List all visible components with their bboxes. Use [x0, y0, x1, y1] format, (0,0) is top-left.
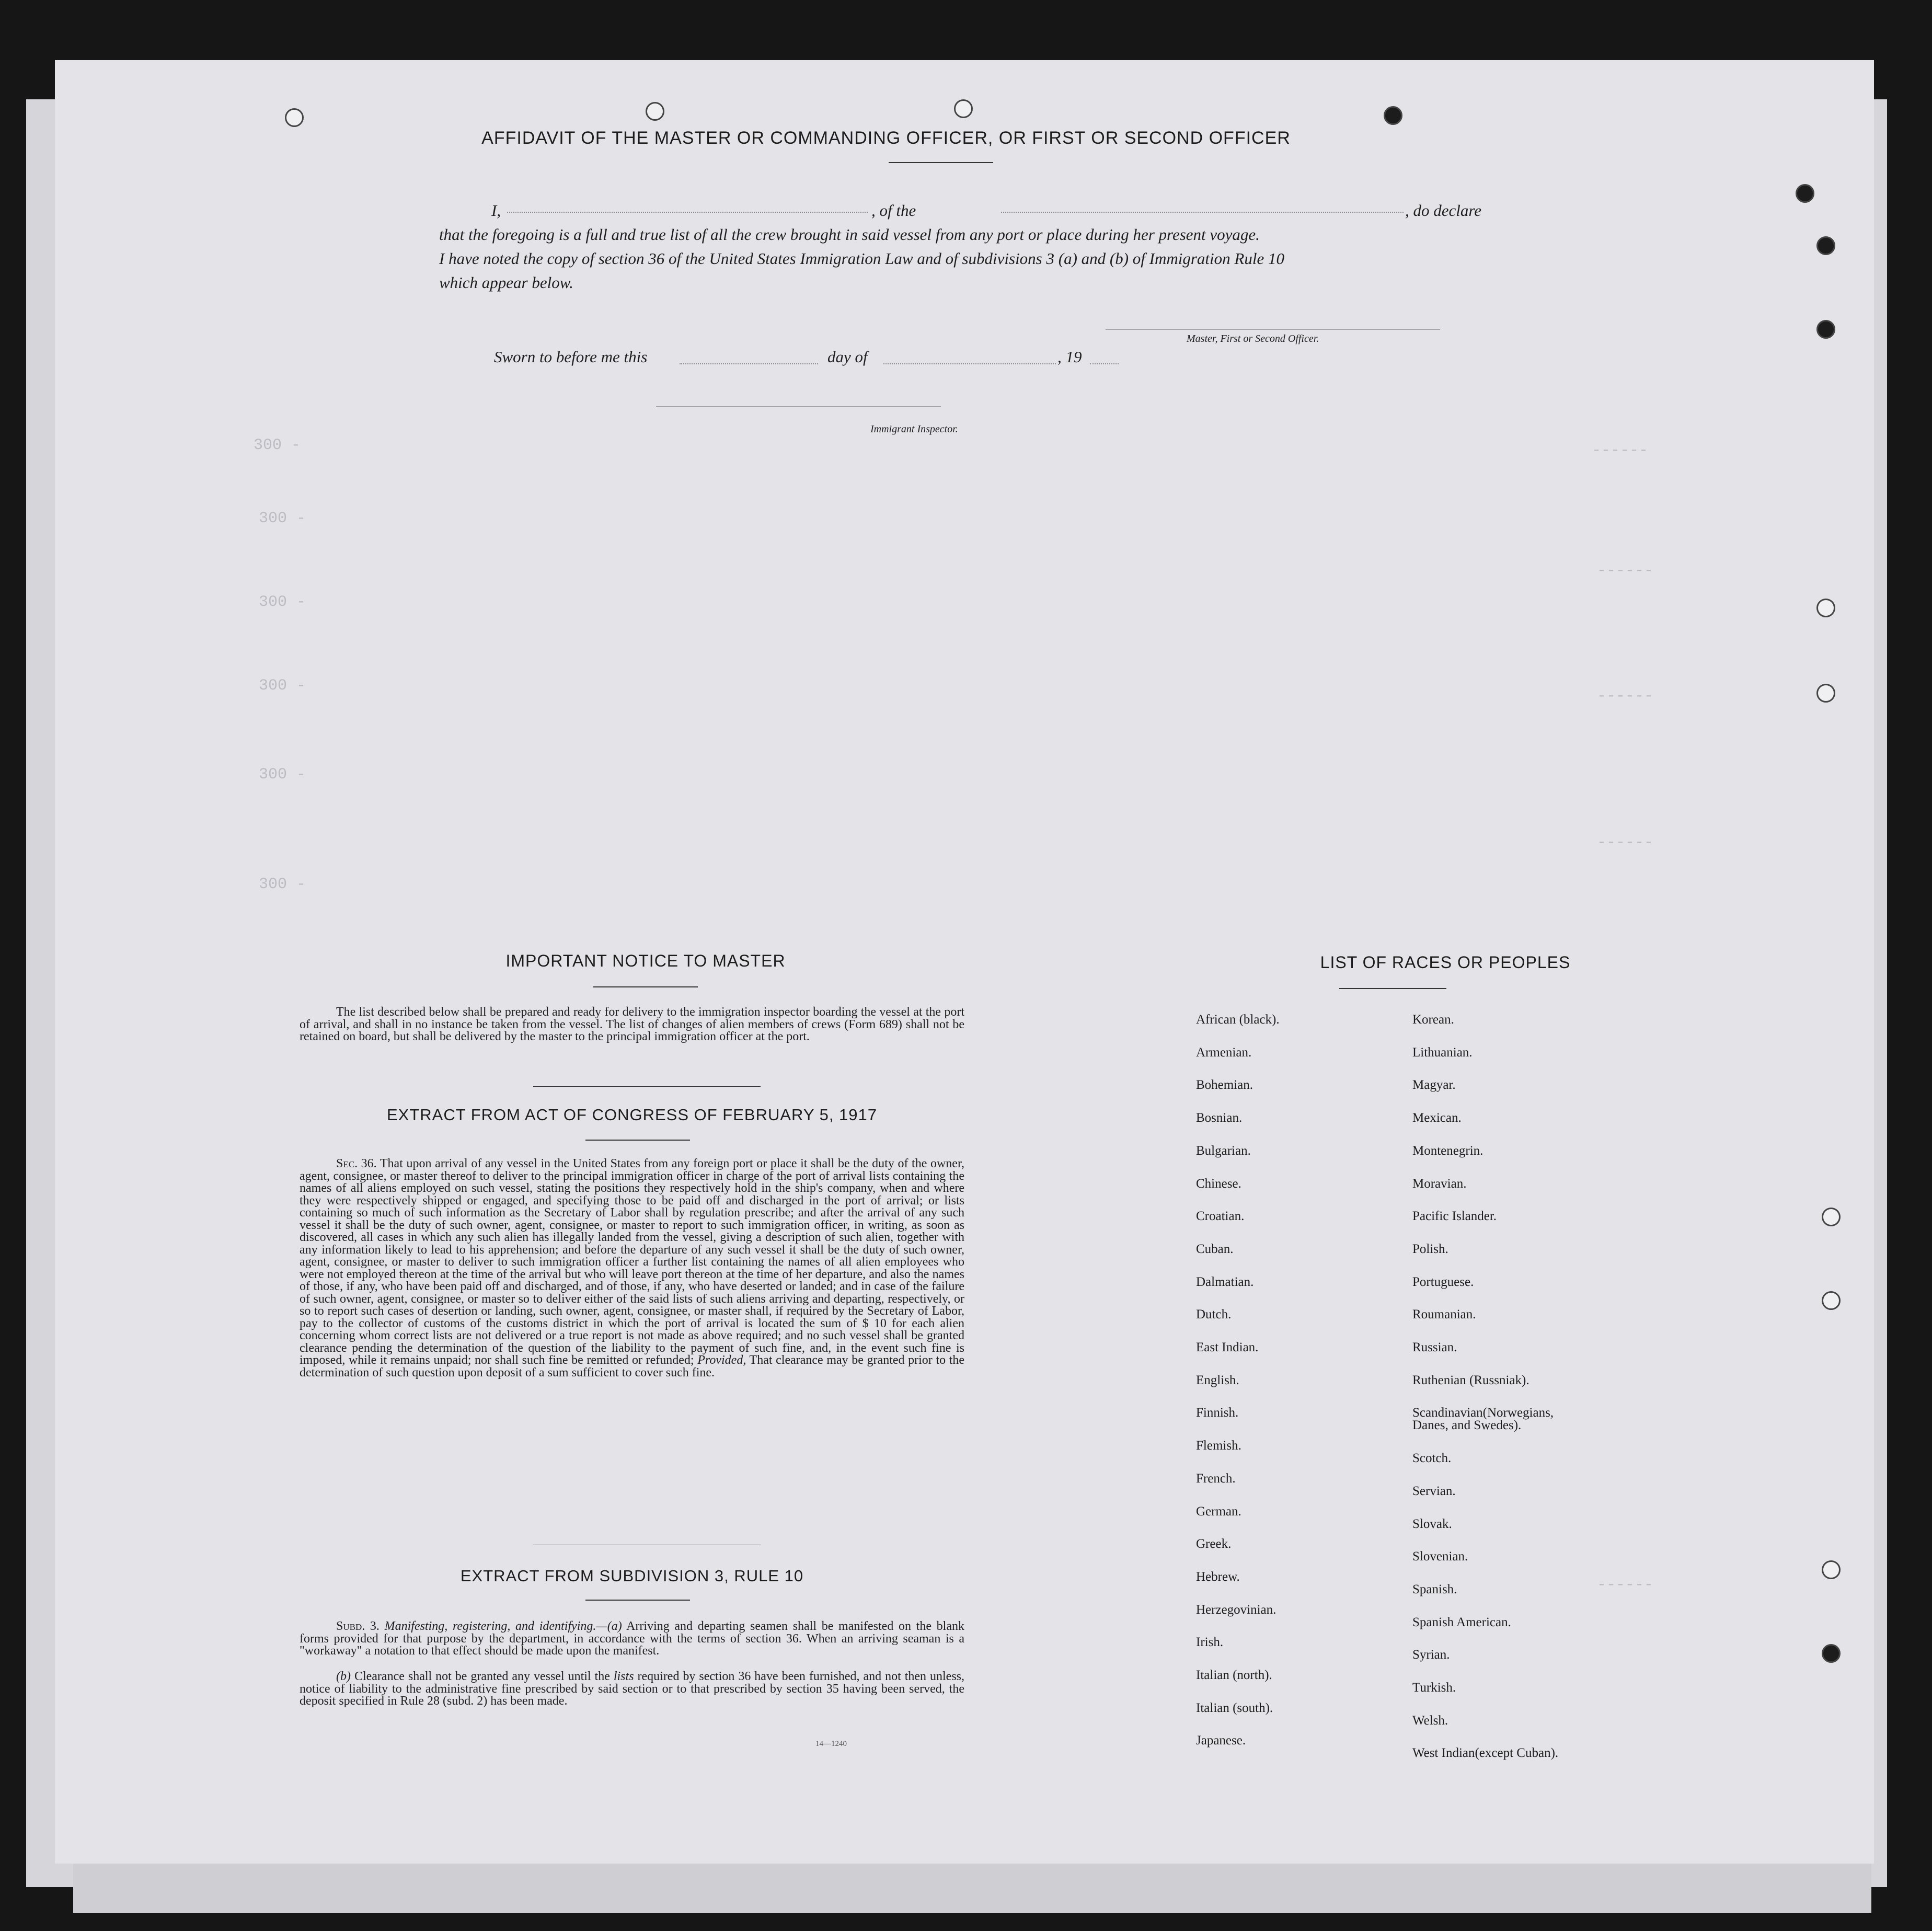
extract-rule-rule — [585, 1600, 690, 1601]
affidavit-do-declare: , do declare — [1405, 201, 1482, 220]
race-item: French. — [1196, 1471, 1236, 1486]
race-item: Russian. — [1412, 1340, 1457, 1354]
race-item: Turkish. — [1412, 1681, 1456, 1695]
bleed-through-marks: 300 - — [259, 766, 306, 784]
b-label: (b) — [336, 1670, 351, 1683]
section-rule — [533, 1086, 761, 1087]
race-item: Magyar. — [1412, 1078, 1456, 1093]
bleed-through-marks: ------ — [1597, 834, 1654, 852]
race-item: Spanish American. — [1412, 1615, 1511, 1629]
race-item: Hebrew. — [1196, 1569, 1240, 1584]
bleed-through-marks: ------ — [1597, 562, 1654, 580]
notice-rule — [593, 986, 698, 987]
race-item: German. — [1196, 1504, 1241, 1519]
punch-hole-icon — [1796, 184, 1814, 203]
race-item: West Indian(except Cuban). — [1412, 1746, 1559, 1761]
master-caption: Master, First or Second Officer. — [1187, 333, 1319, 344]
subd-heading: Manifesting, registering, and identifying.—(a) — [384, 1619, 622, 1633]
races-title: LIST OF RACES OR PEOPLES — [1320, 953, 1571, 972]
form-number: 14—1240 — [815, 1740, 847, 1748]
race-item: Mexican. — [1412, 1111, 1462, 1125]
race-item: Scotch. — [1412, 1451, 1452, 1466]
races-rule — [1339, 988, 1446, 989]
race-item: Welsh. — [1412, 1713, 1448, 1728]
race-item: Dutch. — [1196, 1307, 1232, 1322]
race-item: Montenegrin. — [1412, 1143, 1484, 1158]
punch-hole-icon — [1822, 1644, 1841, 1663]
punch-hole-icon — [1384, 106, 1402, 125]
subd-label: Subd. 3. — [336, 1619, 380, 1633]
subd-text-b1: Clearance shall not be granted any vessel until the — [354, 1670, 610, 1683]
race-item: Slovenian. — [1412, 1549, 1468, 1564]
race-item: East Indian. — [1196, 1340, 1259, 1354]
subd-text-a: Arriving and departing seamen shall be manifested on the blank forms provided for that purpose by the department, in accordance with the terms of section 36. When an arriving seaman is a "workaway" a notation to that effect should be made upon the manifest. — [300, 1619, 964, 1658]
race-item: Danes, and Swedes). — [1412, 1418, 1522, 1433]
race-item: Spanish. — [1412, 1582, 1457, 1596]
race-item: Lithuanian. — [1412, 1045, 1473, 1060]
affidavit-line4: which appear below. — [439, 273, 573, 292]
race-item: Servian. — [1412, 1484, 1456, 1498]
race-item: Moravian. — [1412, 1176, 1467, 1191]
affidavit-i-label: I, — [491, 201, 501, 220]
day-of-label: day of — [827, 348, 868, 366]
race-item: Armenian. — [1196, 1045, 1252, 1060]
race-item: Korean. — [1412, 1013, 1454, 1027]
race-item: Slovak. — [1412, 1516, 1452, 1531]
punch-hole-icon — [646, 102, 664, 121]
sec-label: Sec. 36. — [336, 1157, 377, 1170]
punch-hole-icon — [954, 99, 973, 118]
bleed-through-marks: 300 - — [259, 876, 306, 893]
sworn-month-field[interactable] — [883, 363, 1056, 364]
inspector-signature-line[interactable] — [656, 406, 941, 407]
bleed-through-marks: ------ — [1597, 687, 1654, 705]
race-item: Greek. — [1196, 1537, 1232, 1551]
sworn-year-field[interactable] — [1090, 363, 1119, 364]
affidavit-line2: that the foregoing is a full and true list of all the crew brought in said vessel from any port or place during her present voyage. — [439, 225, 1260, 244]
race-item: Bulgarian. — [1196, 1143, 1251, 1158]
race-item: African (black). — [1196, 1013, 1280, 1027]
race-item: Syrian. — [1412, 1648, 1450, 1662]
notice-title: IMPORTANT NOTICE TO MASTER — [505, 951, 786, 970]
race-item: Polish. — [1412, 1242, 1448, 1256]
punch-hole-icon — [1816, 684, 1835, 703]
race-item: Herzegovinian. — [1196, 1602, 1276, 1617]
affidavit-line3: I have noted the copy of section 36 of the United States Immigration Law and of subdivisions 3 (a) and (b) of Immigration Rule 10 — [439, 249, 1284, 268]
race-item: Ruthenian (Russniak). — [1412, 1373, 1530, 1387]
extract-act-title: EXTRACT FROM ACT OF CONGRESS OF FEBRUARY 5, 1917 — [386, 1106, 878, 1124]
race-item: Finnish. — [1196, 1406, 1239, 1420]
bleed-through-marks: ------ — [1597, 1576, 1654, 1594]
sworn-label: Sworn to before me this — [494, 348, 648, 366]
title-rule — [889, 162, 993, 163]
affidavit-title: AFFIDAVIT OF THE MASTER OR COMMANDING OFFICER, OR FIRST OR SECOND OFFICER — [481, 128, 1291, 148]
sec-36-text: That upon arrival of any vessel in the United States from any foreign port or place it shall be the duty of the owner, agent, consignee, or master thereof to deliver to the principal immigration officer in charge of the port of arrival lists containing the names of all aliens employed on such vessel, stating the positions they respectively hold in the ship's company, when and where they were respectively shipped or engaged, and specifying those to be paid off and discharged in the port of arrival; or lists containing so much of such information as the Secretary of Labor shall by regulation prescribe; and after the arrival of any such vessel it shall be the duty of such owner, agent, consignee, or master to report to such immigration officer, in writing, as soon as discovered, all cases in which any such alien has illegally landed from the vessel, giving a description of such alien, together with any information likely to lead to his apprehension; and before the departure of any such vessel it shall be the duty of such owner, agent, consignee, or master to deliver to such immigration officer a further list containing the names of all alien employees who were not employed thereon at the time of the arrival but who will leave port thereon at the time of her departure, and also the names of those, if any, who have been paid off and discharged, and of those, if any, who have deserted or landed; and in case of the failure of such owner, agent, consignee, or master so to deliver either of the said lists of such aliens arriving and departing, respectively, or so to report such cases of desertion or landing, such owner, agent, consignee, or master shall, if required by the Secretary of Labor, pay to the collector of customs of the customs district in which the port of arrival is located the sum of $ 10 for each alien concerning whom correct lists are not delivered or a true report is not made as above required; and no such vessel shall be granted clearance pending the determination of the question of the liability to the payment of such fine, and, in the event such fine is imposed, while it remains unpaid; nor shall such fine be remitted or refunded; — [300, 1157, 964, 1367]
extract-act-rule — [585, 1140, 690, 1141]
punch-hole-icon — [285, 108, 304, 127]
extract-act-text — [300, 1158, 964, 1379]
provided-label: Provided, — [697, 1353, 746, 1367]
extract-rule-text-b — [300, 1671, 964, 1708]
race-item: Irish. — [1196, 1635, 1224, 1650]
race-item: English. — [1196, 1373, 1239, 1387]
affidavit-of-the: , of the — [871, 201, 916, 220]
race-item: Portuguese. — [1412, 1274, 1474, 1289]
race-item: Roumanian. — [1412, 1307, 1476, 1322]
master-signature-line[interactable] — [1106, 329, 1440, 330]
bleed-through-marks: 300 - — [259, 677, 306, 695]
bleed-through-marks: 300 - — [254, 436, 301, 454]
sworn-day-field[interactable] — [680, 363, 818, 364]
subd-text-b2: required by section 36 have been furnished, and not then unless, notice of liability to the administrative fine prescribed by said section or to that prescribed by section 35 having been served, the deposit specified in Rule 28 (subd. 2) has been made. — [300, 1670, 965, 1708]
race-item: Bohemian. — [1196, 1078, 1254, 1093]
punch-hole-icon — [1816, 236, 1835, 255]
race-item: Flemish. — [1196, 1439, 1241, 1453]
vessel-field[interactable] — [1001, 212, 1404, 213]
race-item: Chinese. — [1196, 1176, 1241, 1191]
race-item: Pacific Islander. — [1412, 1209, 1497, 1224]
race-item: Croatian. — [1196, 1209, 1245, 1224]
punch-hole-icon — [1816, 320, 1835, 339]
bleed-through-marks: 300 - — [259, 593, 306, 611]
race-item: Cuban. — [1196, 1242, 1234, 1256]
document-page — [55, 60, 1874, 1864]
race-item: Japanese. — [1196, 1733, 1246, 1748]
notice-text: The list described below shall be prepared and ready for delivery to the immigration inspector boarding the vessel at the port of arrival, and shall in no instance be taken from the vessel. The list of changes of alien members of crews (Form 689) shall not be retained on board, but shall be delivered by the master to the principal immigration officer at the port. — [300, 1005, 964, 1043]
name-field[interactable] — [507, 212, 868, 213]
race-item: Italian (south). — [1196, 1700, 1273, 1715]
extract-rule-text-a — [300, 1620, 964, 1658]
bleed-through-marks: ------ — [1592, 442, 1649, 459]
year-label: , 19 — [1057, 348, 1082, 366]
extract-rule-title: EXTRACT FROM SUBDIVISION 3, RULE 10 — [460, 1567, 804, 1585]
punch-hole-icon — [1822, 1208, 1841, 1226]
sec-36-text-end: That clearance may be granted prior to the determination of such question upon deposit of a sum sufficient to cover such fine. — [300, 1353, 965, 1380]
race-item: Bosnian. — [1196, 1111, 1243, 1125]
race-item: Italian (north). — [1196, 1668, 1272, 1682]
bleed-through-marks: 300 - — [259, 510, 306, 527]
punch-hole-icon — [1822, 1560, 1841, 1579]
punch-hole-icon — [1822, 1291, 1841, 1310]
inspector-caption: Immigrant Inspector. — [870, 423, 958, 435]
race-item: Scandinavian(Norwegians, — [1412, 1406, 1554, 1420]
punch-hole-icon — [1816, 599, 1835, 617]
lists-word: lists — [613, 1670, 634, 1683]
race-item: Dalmatian. — [1196, 1274, 1254, 1289]
